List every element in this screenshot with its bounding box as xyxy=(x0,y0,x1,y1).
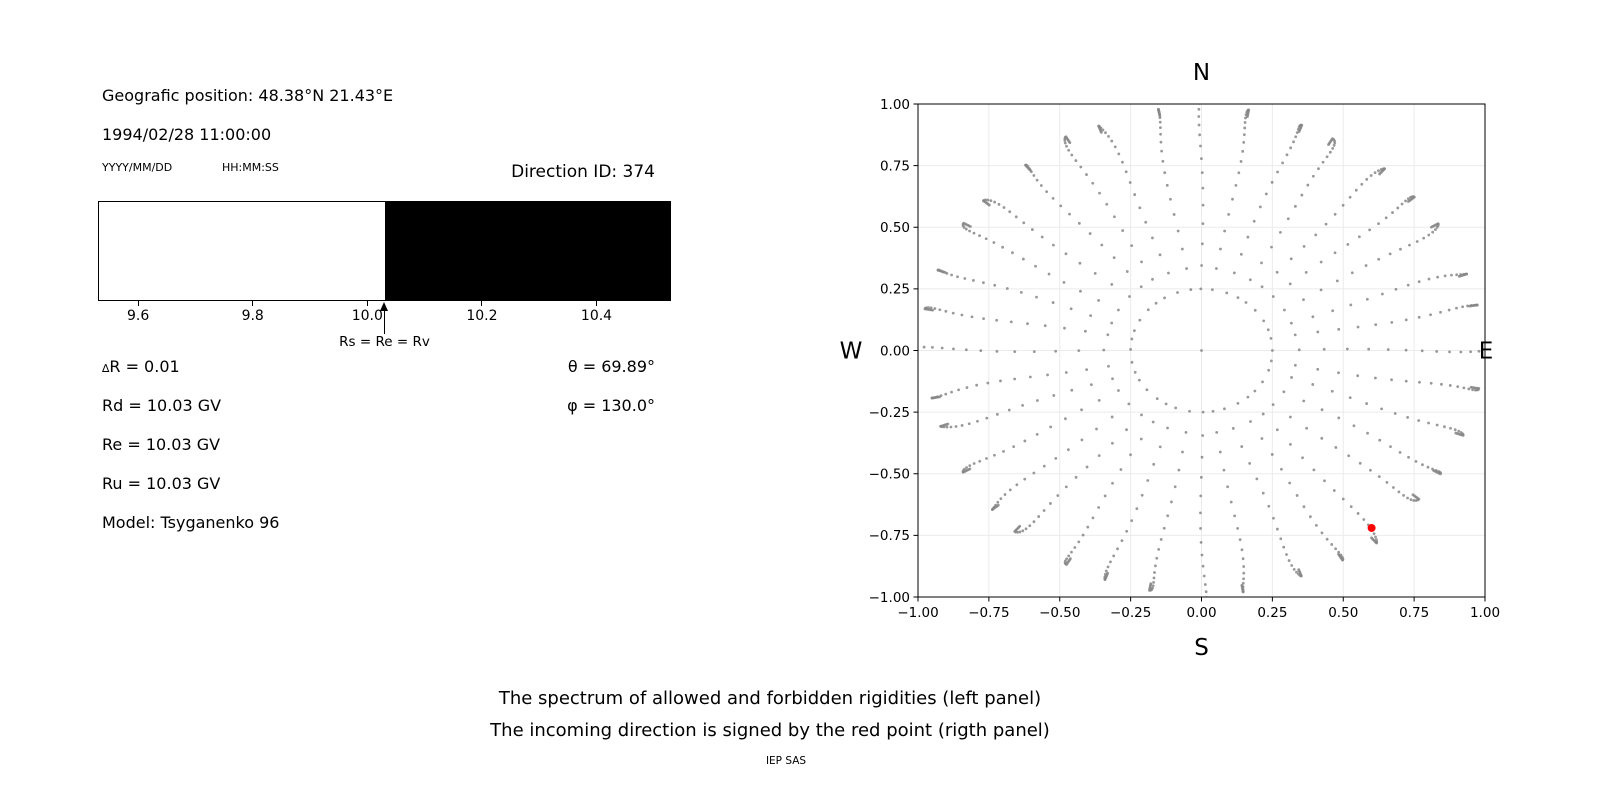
spectrum-tick xyxy=(481,301,482,306)
direction-labels xyxy=(840,60,1494,661)
y-tick-label: 0.75 xyxy=(879,158,910,175)
spectrum-tick-label: 10.0 xyxy=(351,308,383,324)
spectrum-tick-label: 10.4 xyxy=(580,308,613,324)
direction-scatter-chart xyxy=(810,40,1530,680)
caption-line-2: The incoming direction is signed by the red point (rigth panel) xyxy=(490,720,1050,741)
label-south: S xyxy=(1194,635,1209,661)
y-tick-label: −1.00 xyxy=(868,589,910,606)
credit-text: IEP SAS xyxy=(765,755,807,767)
direction-id-text: Direction ID: 374 xyxy=(511,162,655,182)
param-model: Model: Tsyganenko 96 xyxy=(102,513,280,532)
spectrum-segment-forbidden xyxy=(385,202,671,300)
y-tick-label: 0.50 xyxy=(879,220,910,237)
label-west: W xyxy=(839,338,863,365)
spectrum-segment-allowed xyxy=(99,202,385,300)
spectrum-tick xyxy=(367,301,368,306)
spectrum-tick-label: 9.8 xyxy=(241,308,264,324)
y-tick-label: 0.25 xyxy=(879,281,910,298)
cutoff-arrow-label: Rs = Re = Rv xyxy=(339,334,430,350)
spectrum-tick xyxy=(252,301,253,306)
x-tick-label: −0.75 xyxy=(968,605,1010,621)
param-ru: Ru = 10.03 GV xyxy=(102,474,221,493)
param-phi: φ = 130.0° xyxy=(567,396,655,415)
label-east: E xyxy=(1478,338,1494,365)
geographic-position-text: Geografic position: 48.38°N 21.43°E xyxy=(102,86,394,105)
x-tick-label: 0.25 xyxy=(1257,605,1288,621)
param-delta-r xyxy=(102,357,180,376)
param-rd: Rd = 10.03 GV xyxy=(102,396,222,415)
spectrum-segments xyxy=(99,202,670,300)
axis-ticks xyxy=(914,104,1486,602)
delta-value: R = 0.01 xyxy=(109,357,180,376)
spectrum-tick xyxy=(596,301,597,306)
datetime-text: 1994/02/28 11:00:00 xyxy=(102,125,272,144)
label-north: N xyxy=(1192,60,1211,86)
spectrum-bar xyxy=(98,201,671,301)
delta-symbol: ∆ xyxy=(102,362,110,375)
y-tick-label: −0.50 xyxy=(868,466,910,483)
spectrum-tick-label: 10.2 xyxy=(466,308,498,324)
spectrum-tick xyxy=(138,301,139,306)
x-tick-label: 0.75 xyxy=(1399,605,1430,621)
param-re: Re = 10.03 GV xyxy=(102,435,221,454)
y-tick-label: −0.75 xyxy=(868,528,910,545)
x-tick-label: 0.00 xyxy=(1186,605,1217,621)
red-incoming-direction-point xyxy=(1368,524,1376,532)
y-tick-label: 1.00 xyxy=(879,96,910,113)
time-format-label: HH:MM:SS xyxy=(222,161,279,174)
arrow-line xyxy=(384,310,385,334)
x-tick-label: −0.25 xyxy=(1109,605,1152,621)
spectrum-tick-label: 9.6 xyxy=(126,308,150,324)
x-tick-label: 0.50 xyxy=(1328,605,1359,621)
y-tick-label: 0.00 xyxy=(879,343,910,360)
x-tick-label: 1.00 xyxy=(1469,605,1501,621)
caption-line-1: The spectrum of allowed and forbidden rigidities (left panel) xyxy=(498,688,1042,709)
param-theta: θ = 69.89° xyxy=(567,357,655,376)
y-tick-label: −0.25 xyxy=(868,404,910,421)
x-tick-label: −1.00 xyxy=(897,605,939,621)
date-format-label: YYYY/MM/DD xyxy=(102,161,173,174)
axis-tick-labels xyxy=(869,97,1500,621)
x-tick-label: −0.50 xyxy=(1039,605,1081,621)
rigidity-spectrum-chart xyxy=(98,201,671,350)
